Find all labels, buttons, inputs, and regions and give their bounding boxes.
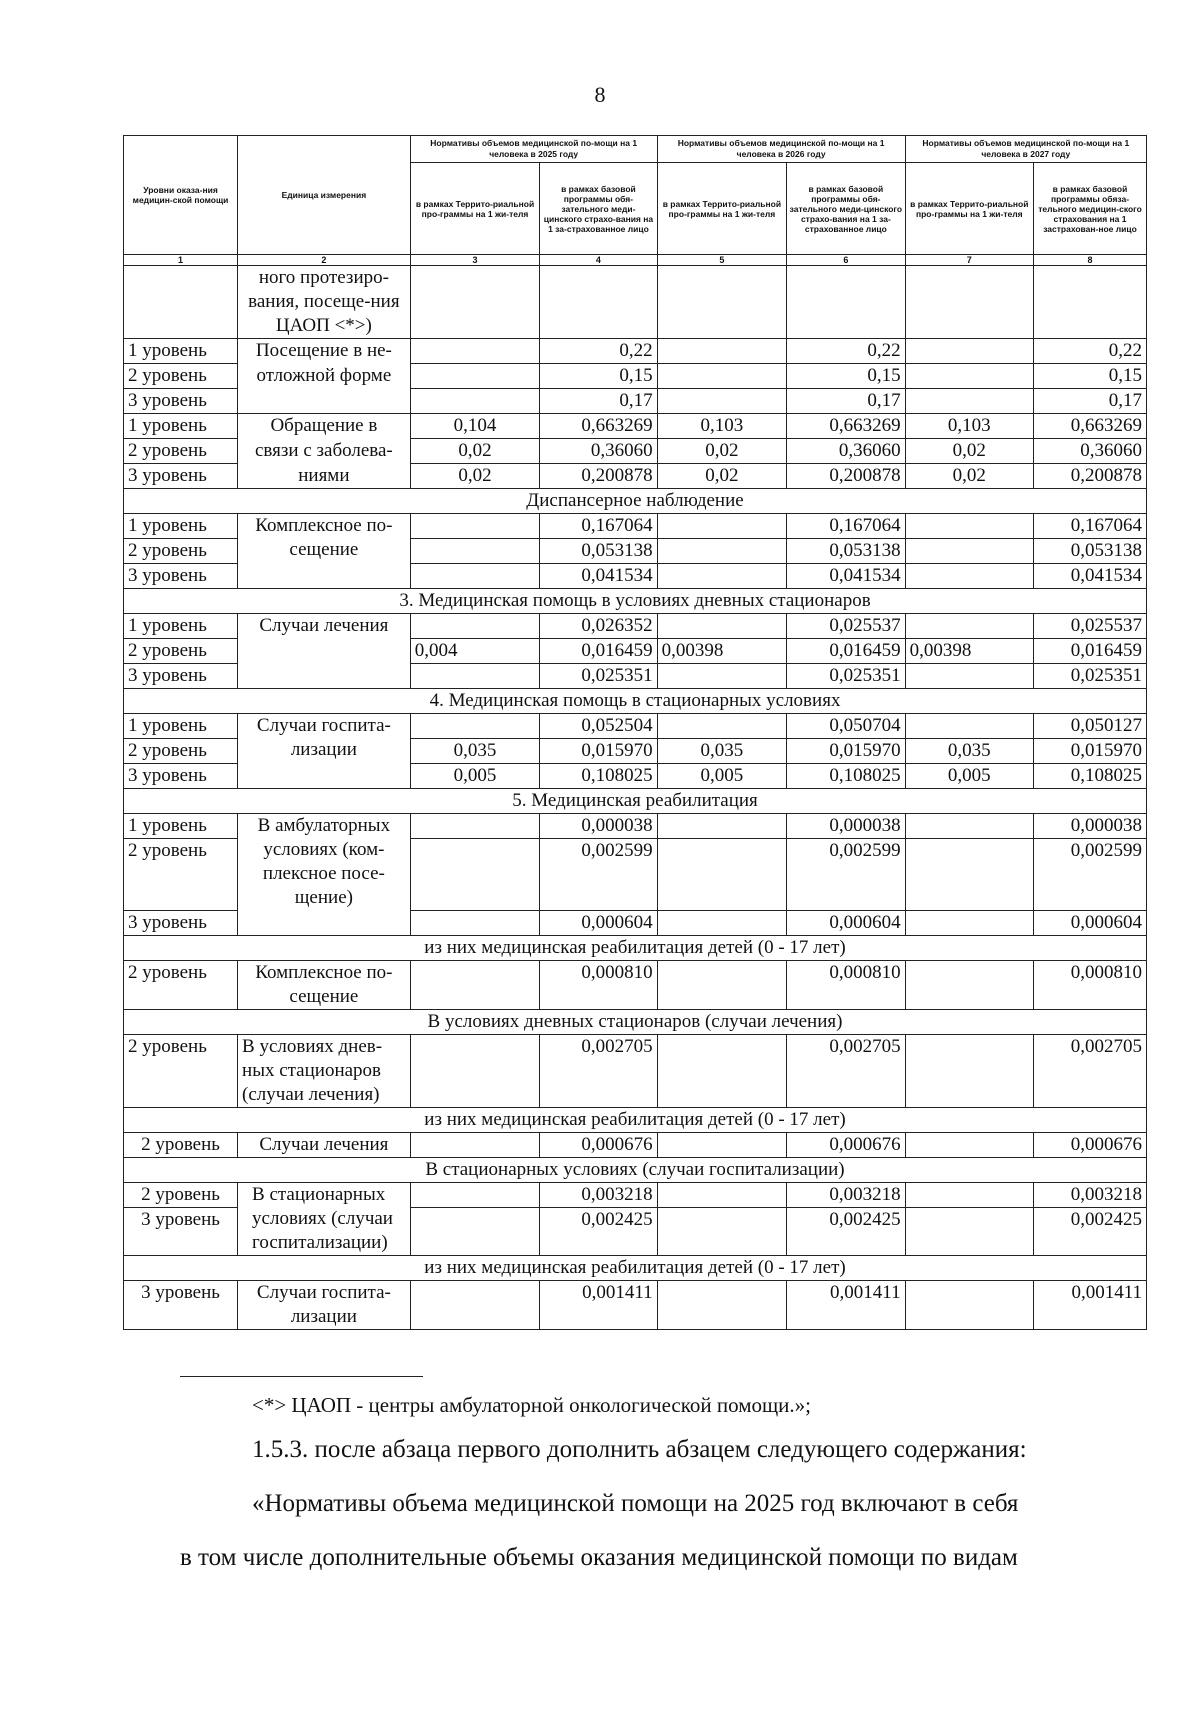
level-cell: 1 уровень <box>124 614 238 639</box>
value-cell: 0,000604 <box>787 911 905 936</box>
table-row <box>124 514 1147 539</box>
value-cell: 0,025537 <box>1034 614 1147 639</box>
value-cell: 0,15 <box>1034 364 1147 389</box>
unit-cell: Посещение в не- <box>238 339 411 364</box>
column-number: 1 <box>124 255 238 266</box>
unit-cell: Случаи госпита-лизации <box>238 1281 411 1330</box>
table-row <box>124 1133 1147 1158</box>
level-cell: 1 уровень <box>124 414 238 439</box>
level-cell: 2 уровень <box>124 539 238 564</box>
value-cell: 0,005 <box>905 764 1033 789</box>
value-cell: 0,000676 <box>787 1133 905 1158</box>
section-title: из них медицинская реабилитация детей (0 - 17 лет) <box>124 1256 1147 1281</box>
section-title: из них медицинская реабилитация детей (0 - 17 лет) <box>124 936 1147 961</box>
level-cell: 2 уровень <box>124 364 238 389</box>
section-title: Диспансерное наблюдение <box>124 489 1147 514</box>
column-number: 6 <box>787 255 905 266</box>
section-row <box>124 936 1147 961</box>
value-cell: 0,663269 <box>540 414 657 439</box>
value-cell: 0,052504 <box>540 714 657 739</box>
unit-cell: Обращение в <box>238 414 411 439</box>
value-cell: 0,000676 <box>1034 1133 1147 1158</box>
header-levels: Уровни оказа-ния медицин-ской помощи <box>124 136 238 255</box>
value-cell: 0,026352 <box>540 614 657 639</box>
header-row-1 <box>124 136 1147 163</box>
level-cell: 3 уровень <box>124 464 238 489</box>
value-cell: 0,005 <box>657 764 787 789</box>
section-title: 4. Медицинская помощь в стационарных условиях <box>124 689 1147 714</box>
column-number: 3 <box>410 255 540 266</box>
unit-cell: ниями <box>238 464 411 489</box>
paragraph: в том числе дополнительные объемы оказания медицинской помощи по видам <box>180 1544 1018 1571</box>
column-number: 2 <box>238 255 411 266</box>
level-cell: 3 уровень <box>124 564 238 589</box>
value-cell: 0,02 <box>410 464 540 489</box>
table-row <box>124 1281 1147 1330</box>
header-terr-2026: в рамках Террито-риальной про-граммы на 1 жи-теля <box>657 163 787 255</box>
unit-cell: В стационарных условиях (случаи госпитализации) <box>238 1183 411 1256</box>
value-cell: 0,200878 <box>787 464 905 489</box>
value-cell: 0,108025 <box>787 764 905 789</box>
level-cell: 2 уровень <box>124 961 238 1010</box>
value-cell: 0,053138 <box>787 539 905 564</box>
level-cell: 2 уровень <box>124 1035 238 1108</box>
section-row <box>124 789 1147 814</box>
value-cell: 0,36060 <box>540 439 657 464</box>
table-row <box>124 1183 1147 1208</box>
column-number: 8 <box>1034 255 1147 266</box>
value-cell: 0,167064 <box>540 514 657 539</box>
value-cell: 0,001411 <box>540 1281 657 1330</box>
table-row <box>124 439 1147 464</box>
table-row <box>124 1035 1147 1108</box>
section-title: 3. Медицинская помощь в условиях дневных стационаров <box>124 589 1147 614</box>
value-cell: 0,000810 <box>787 961 905 1010</box>
section-title: 5. Медицинская реабилитация <box>124 789 1147 814</box>
value-cell: 0,15 <box>787 364 905 389</box>
value-cell: 0,167064 <box>787 514 905 539</box>
value-cell: 0,002425 <box>787 1208 905 1256</box>
level-cell: 3 уровень <box>124 1281 238 1330</box>
footnote: <*> ЦАОП - центры амбулаторной онкологической помощи.»; <box>252 1393 811 1417</box>
section-row <box>124 1256 1147 1281</box>
value-cell: 0,002705 <box>540 1035 657 1108</box>
value-cell: 0,002705 <box>1034 1035 1147 1108</box>
value-cell: 0,02 <box>905 464 1033 489</box>
table-row <box>124 714 1147 739</box>
level-cell: 3 уровень <box>124 1208 238 1256</box>
section-title: В условиях дневных стационаров (случаи лечения) <box>124 1010 1147 1035</box>
section-row <box>124 489 1147 514</box>
table-row <box>124 961 1147 1010</box>
value-cell: 0,050127 <box>1034 714 1147 739</box>
unit-cell: Комплексное по-сещение <box>238 514 411 589</box>
value-cell: 0,001411 <box>787 1281 905 1330</box>
section-row <box>124 689 1147 714</box>
value-cell: 0,002599 <box>1034 839 1147 911</box>
value-cell: 0,002599 <box>787 839 905 911</box>
value-cell: 0,000810 <box>540 961 657 1010</box>
table-row <box>124 266 1147 339</box>
value-cell: 0,15 <box>540 364 657 389</box>
unit-cell: В амбулаторных условиях (ком-плексное посе-щение) <box>238 814 411 936</box>
value-cell: 0,36060 <box>1034 439 1147 464</box>
value-cell: 0,053138 <box>1034 539 1147 564</box>
value-cell: 0,003218 <box>1034 1183 1147 1208</box>
table-row <box>124 339 1147 364</box>
unit-cell: В условиях днев-ных стационаров (случаи лечения) <box>238 1035 411 1108</box>
page-number: 8 <box>594 82 606 107</box>
level-cell: 2 уровень <box>124 1133 238 1158</box>
value-cell: 0,003218 <box>787 1183 905 1208</box>
table-row <box>124 364 1147 389</box>
unit-cell: ного протезиро-вания, посеще-ния ЦАОП <*>) <box>238 266 411 339</box>
value-cell: 0,02 <box>657 439 787 464</box>
value-cell: 0,016459 <box>540 639 657 664</box>
value-cell: 0,663269 <box>1034 414 1147 439</box>
column-number: 7 <box>905 255 1033 266</box>
paragraph: 1.5.3. после абзаца первого дополнить абзацем следующего содержания: <box>252 1436 1027 1463</box>
value-cell: 0,167064 <box>1034 514 1147 539</box>
value-cell: 0,041534 <box>540 564 657 589</box>
value-cell: 0,041534 <box>1034 564 1147 589</box>
table-row <box>124 814 1147 839</box>
unit-cell: Случаи лечения <box>238 614 411 689</box>
unit-cell: Комплексное по-сещение <box>238 961 411 1010</box>
value-cell: 0,041534 <box>787 564 905 589</box>
value-cell: 0,053138 <box>540 539 657 564</box>
header-unit: Единица измерения <box>238 136 411 255</box>
value-cell: 0,17 <box>540 389 657 414</box>
value-cell: 0,108025 <box>1034 764 1147 789</box>
column-numbers-row <box>124 255 1147 266</box>
value-cell: 0,200878 <box>1034 464 1147 489</box>
value-cell: 0,000038 <box>787 814 905 839</box>
value-cell: 0,050704 <box>787 714 905 739</box>
value-cell: 0,108025 <box>540 764 657 789</box>
unit-cell: Случаи госпита-лизации <box>238 714 411 789</box>
level-cell: 2 уровень <box>124 1183 238 1208</box>
value-cell: 0,015970 <box>540 739 657 764</box>
level-cell: 1 уровень <box>124 814 238 839</box>
value-cell: 0,000810 <box>1034 961 1147 1010</box>
value-cell: 0,103 <box>657 414 787 439</box>
section-row <box>124 1108 1147 1133</box>
value-cell: 0,02 <box>410 439 540 464</box>
unit-cell: отложной форме <box>238 364 411 389</box>
value-cell: 0,103 <box>905 414 1033 439</box>
value-cell: 0,035 <box>657 739 787 764</box>
value-cell: 0,035 <box>410 739 540 764</box>
value-cell: 0,17 <box>1034 389 1147 414</box>
value-cell: 0,016459 <box>787 639 905 664</box>
table-row <box>124 414 1147 439</box>
value-cell: 0,663269 <box>787 414 905 439</box>
unit-cell: связи с заболева- <box>238 439 411 464</box>
header-group-2026: Нормативы объемов медицинской по-мощи на 1 человека в 2026 году <box>657 136 905 163</box>
unit-cell: Случаи лечения <box>238 1133 411 1158</box>
value-cell: 0,000604 <box>540 911 657 936</box>
value-cell: 0,035 <box>905 739 1033 764</box>
header-terr-2027: в рамках Террито-риальной про-граммы на 1 жи-теля <box>905 163 1033 255</box>
value-cell: 0,025351 <box>787 664 905 689</box>
value-cell: 0,000604 <box>1034 911 1147 936</box>
table-row <box>124 389 1147 414</box>
level-cell: 3 уровень <box>124 389 238 414</box>
value-cell: 0,17 <box>787 389 905 414</box>
section-title: В стационарных условиях (случаи госпитализации) <box>124 1158 1147 1183</box>
value-cell: 0,015970 <box>1034 739 1147 764</box>
level-cell: 2 уровень <box>124 739 238 764</box>
value-cell: 0,200878 <box>540 464 657 489</box>
header-base-2025: в рамках базовой программы обя-зательного меди-цинского страхо-вания на 1 за-страхованное лицо <box>540 163 657 255</box>
value-cell: 0,002705 <box>787 1035 905 1108</box>
value-cell: 0,22 <box>540 339 657 364</box>
value-cell: 0,015970 <box>787 739 905 764</box>
value-cell: 0,36060 <box>787 439 905 464</box>
footnote-divider <box>180 1376 423 1377</box>
value-cell: 0,002599 <box>540 839 657 911</box>
value-cell: 0,00398 <box>905 639 1033 664</box>
table-row <box>124 614 1147 639</box>
section-row <box>124 1010 1147 1035</box>
level-cell: 2 уровень <box>124 839 238 911</box>
header-group-2027: Нормативы объемов медицинской по-мощи на 1 человека в 2027 году <box>905 136 1146 163</box>
value-cell: 0,02 <box>657 464 787 489</box>
value-cell: 0,22 <box>787 339 905 364</box>
value-cell: 0,005 <box>410 764 540 789</box>
section-row <box>124 1158 1147 1183</box>
value-cell: 0,104 <box>410 414 540 439</box>
level-cell: 1 уровень <box>124 514 238 539</box>
section-title: из них медицинская реабилитация детей (0 - 17 лет) <box>124 1108 1147 1133</box>
value-cell: 0,002425 <box>540 1208 657 1256</box>
value-cell: 0,000038 <box>1034 814 1147 839</box>
paragraph: «Нормативы объема медицинской помощи на 2025 год включают в себя <box>252 1490 1019 1517</box>
value-cell: 0,025351 <box>1034 664 1147 689</box>
level-cell: 3 уровень <box>124 764 238 789</box>
value-cell: 0,000038 <box>540 814 657 839</box>
value-cell: 0,22 <box>1034 339 1147 364</box>
header-base-2026: в рамках базовой программы обя-зательного меди-цинского страхо-вания на 1 за-страхованное лицо <box>787 163 905 255</box>
column-number: 5 <box>657 255 787 266</box>
value-cell: 0,025537 <box>787 614 905 639</box>
level-cell: 2 уровень <box>124 639 238 664</box>
level-cell: 1 уровень <box>124 714 238 739</box>
level-cell: 1 уровень <box>124 339 238 364</box>
value-cell: 0,002425 <box>1034 1208 1147 1256</box>
table-row <box>124 464 1147 489</box>
value-cell: 0,025351 <box>540 664 657 689</box>
value-cell: 0,000676 <box>540 1133 657 1158</box>
norms-table <box>123 135 1147 1330</box>
value-cell: 0,004 <box>410 639 540 664</box>
value-cell: 0,003218 <box>540 1183 657 1208</box>
value-cell: 0,001411 <box>1034 1281 1147 1330</box>
level-cell: 3 уровень <box>124 911 238 936</box>
header-base-2027: в рамках базовой программы обяза-тельного медицин-ского страхования на 1 застрахован-ное лицо <box>1034 163 1147 255</box>
level-cell: 2 уровень <box>124 439 238 464</box>
header-terr-2025: в рамках Террито-риальной про-граммы на 1 жи-теля <box>410 163 540 255</box>
value-cell: 0,00398 <box>657 639 787 664</box>
level-cell: 3 уровень <box>124 664 238 689</box>
value-cell: 0,02 <box>905 439 1033 464</box>
section-row <box>124 589 1147 614</box>
header-group-2025: Нормативы объемов медицинской по-мощи на 1 человека в 2025 году <box>410 136 657 163</box>
column-number: 4 <box>540 255 657 266</box>
value-cell: 0,016459 <box>1034 639 1147 664</box>
